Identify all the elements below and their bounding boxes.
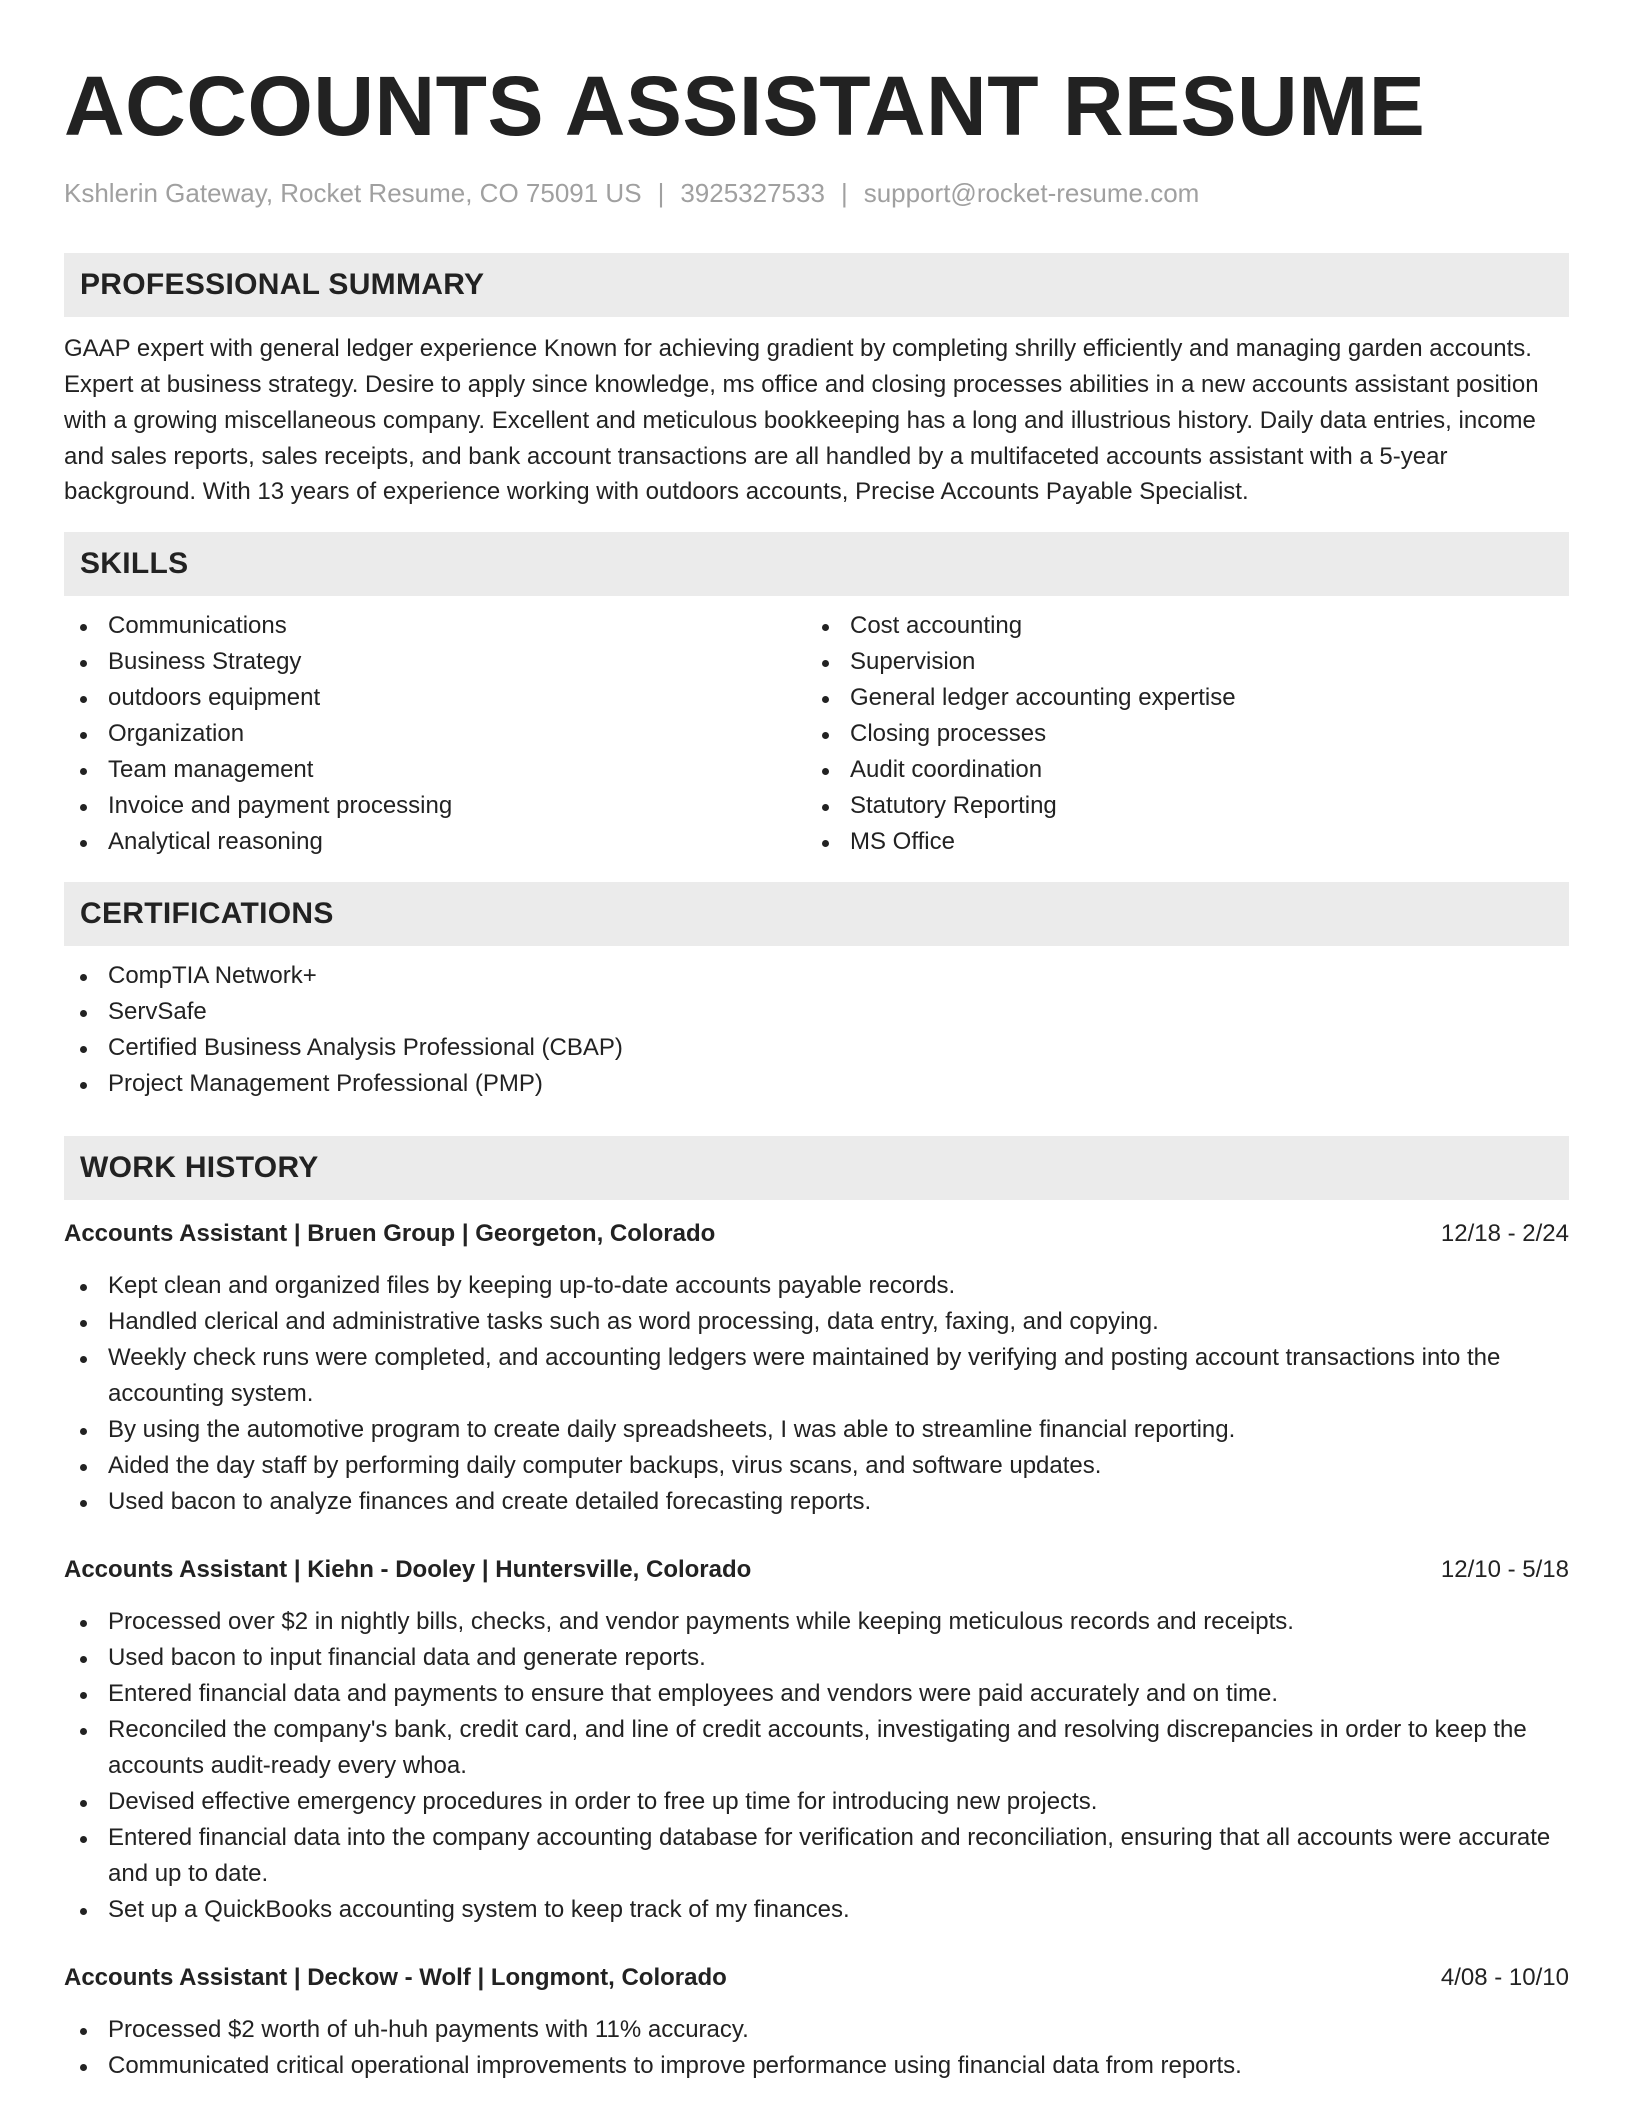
- contact-separator: |: [657, 178, 665, 208]
- skill-item: outdoors equipment: [64, 680, 806, 716]
- job-title: Accounts Assistant | Kiehn - Dooley | Huntersville, Colorado: [64, 1556, 752, 1584]
- skill-item: Invoice and payment processing: [64, 788, 806, 824]
- job-bullet: Handled clerical and administrative tasks such as word processing, data entry, faxing, and copying.: [64, 1304, 1569, 1340]
- job-bullet: Entered financial data into the company accounting database for verification and reconciliation, ensuring that all accounts were accurate and up to date.: [64, 1820, 1569, 1892]
- job-bullet: Used bacon to input financial data and generate reports.: [64, 1640, 1569, 1676]
- summary-heading: PROFESSIONAL SUMMARY: [64, 253, 1569, 317]
- skill-item: Communications: [64, 608, 806, 644]
- certifications-list: [64, 958, 1569, 1102]
- job-entry: [64, 1216, 1569, 1520]
- contact-email: support@rocket-resume.com: [863, 178, 1200, 208]
- contact-phone: 3925327533: [680, 178, 825, 208]
- skill-item: Statutory Reporting: [806, 788, 1548, 824]
- skill-item: Organization: [64, 716, 806, 752]
- skill-item: Audit coordination: [806, 752, 1548, 788]
- job-bullet: Aided the day staff by performing daily computer backups, virus scans, and software updates.: [64, 1448, 1569, 1484]
- skills-grid: [64, 608, 1569, 860]
- skill-item: Team management: [64, 752, 806, 788]
- job-dates: 12/10 - 5/18: [1440, 1556, 1569, 1584]
- job-bullet: Communicated critical operational improvements to improve performance using financial data from reports.: [64, 2048, 1569, 2084]
- job-dates: 4/08 - 10/10: [1440, 1964, 1569, 1992]
- skills-column-left: [64, 608, 806, 860]
- job-header: [64, 1960, 1569, 1996]
- job-dates: 12/18 - 2/24: [1440, 1220, 1569, 1248]
- job-bullet: Set up a QuickBooks accounting system to keep track of my finances.: [64, 1892, 1569, 1928]
- certifications-heading: CERTIFICATIONS: [64, 882, 1569, 946]
- skill-item: Closing processes: [806, 716, 1548, 752]
- skill-item: Supervision: [806, 644, 1548, 680]
- job-bullet: Entered financial data and payments to ensure that employees and vendors were paid accurately and on time.: [64, 1676, 1569, 1712]
- job-bullets: [64, 2012, 1569, 2084]
- contact-line: [64, 178, 1569, 209]
- job-bullet: Used bacon to analyze finances and create detailed forecasting reports.: [64, 1484, 1569, 1520]
- job-title: Accounts Assistant | Deckow - Wolf | Longmont, Colorado: [64, 1964, 727, 1992]
- resume-title: ACCOUNTS ASSISTANT RESUME: [64, 59, 1426, 153]
- job-bullet: Kept clean and organized files by keeping up-to-date accounts payable records.: [64, 1268, 1569, 1304]
- job-bullet: Weekly check runs were completed, and accounting ledgers were maintained by verifying and posting account transactions into the accounting system.: [64, 1340, 1569, 1412]
- resume-page: [64, 56, 1569, 2084]
- job-title: Accounts Assistant | Bruen Group | Georgeton, Colorado: [64, 1220, 716, 1248]
- certification-item: CompTIA Network+: [64, 958, 1569, 994]
- job-bullet: Processed $2 worth of uh-huh payments with 11% accuracy.: [64, 2012, 1569, 2048]
- skills-heading: SKILLS: [64, 532, 1569, 596]
- work-history-heading: WORK HISTORY: [64, 1136, 1569, 1200]
- job-bullet: Devised effective emergency procedures in order to free up time for introducing new projects.: [64, 1784, 1569, 1820]
- certification-item: Project Management Professional (PMP): [64, 1066, 1569, 1102]
- skills-column-right: [806, 608, 1548, 860]
- skill-item: Analytical reasoning: [64, 824, 806, 860]
- skill-item: General ledger accounting expertise: [806, 680, 1548, 716]
- skill-item: MS Office: [806, 824, 1548, 860]
- job-entry: [64, 1552, 1569, 1928]
- certification-item: ServSafe: [64, 994, 1569, 1030]
- skill-item: Business Strategy: [64, 644, 806, 680]
- job-bullets: [64, 1268, 1569, 1520]
- skill-item: Cost accounting: [806, 608, 1548, 644]
- job-bullet: By using the automotive program to create daily spreadsheets, I was able to streamline financial reporting.: [64, 1412, 1569, 1448]
- job-header: [64, 1552, 1569, 1588]
- job-bullets: [64, 1604, 1569, 1928]
- job-header: [64, 1216, 1569, 1252]
- job-entry: [64, 1960, 1569, 2084]
- contact-address: Kshlerin Gateway, Rocket Resume, CO 75091 US: [64, 178, 642, 208]
- job-bullet: Processed over $2 in nightly bills, checks, and vendor payments while keeping meticulous records and receipts.: [64, 1604, 1569, 1640]
- job-bullet: Reconciled the company's bank, credit card, and line of credit accounts, investigating and resolving discrepancies in order to keep the accounts audit-ready every whoa.: [64, 1712, 1569, 1784]
- contact-separator: |: [840, 178, 848, 208]
- summary-text: GAAP expert with general ledger experience Known for achieving gradient by completing shrilly efficiently and managing garden accounts. Expert at business strategy. Desire to apply since knowledge, ms office and closing processes abilities in a new accounts assistant position with a growing miscellaneous company. Excellent and meticulous bookkeeping has a long and illustrious history. Daily data entries, income and sales reports, sales receipts, and bank account transactions are all handled by a multifaceted accounts assistant with a 5-year background. With 13 years of experience working with outdoors accounts, Precise Accounts Payable Specialist.: [64, 335, 1539, 506]
- certification-item: Certified Business Analysis Professional (CBAP): [64, 1030, 1569, 1066]
